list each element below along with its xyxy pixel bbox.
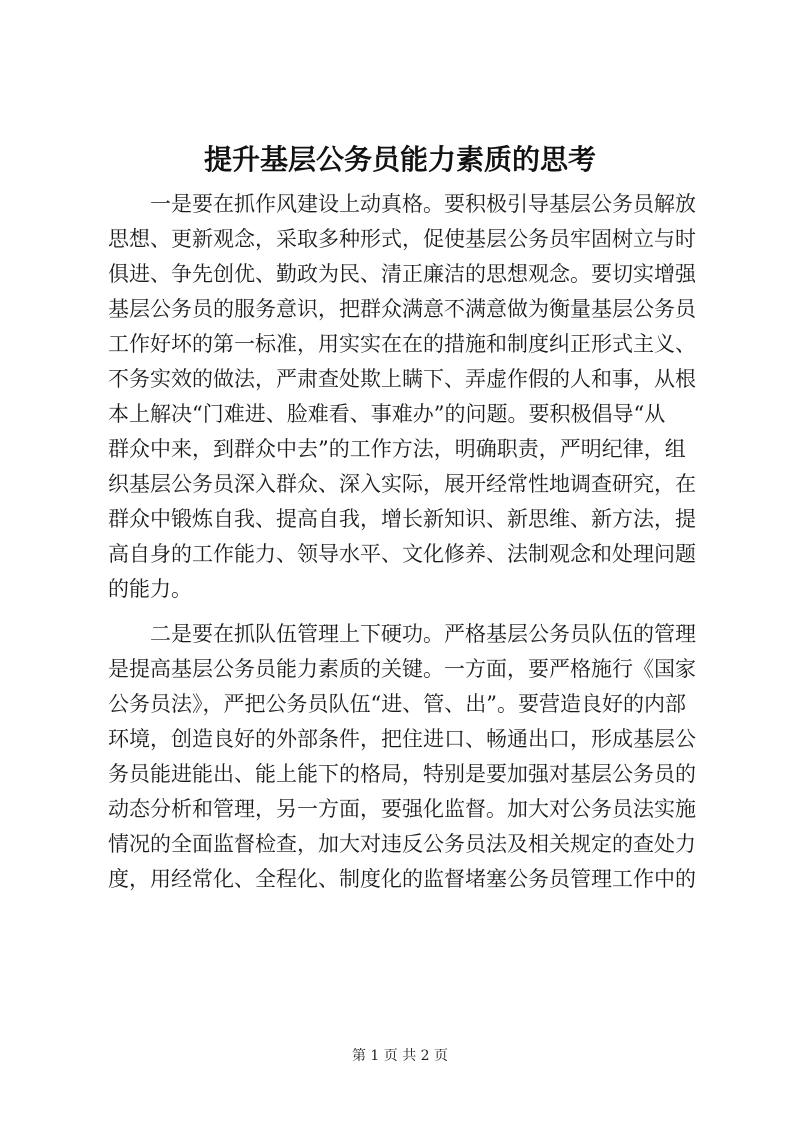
text-line: 高自身的工作能力、领导水平、文化修养、法制观念和处理问题: [108, 542, 696, 566]
text-line: 一是要在抓作风建设上动真格。要积极引导基层公务员解放: [150, 192, 696, 216]
text-line: 工作好坏的第一标准，用实实在在的措施和制度纠正形式主义、: [108, 332, 696, 356]
text-line: 是提高基层公务员能力素质的关键。一方面，要严格施行《国家: [108, 657, 696, 681]
text-line: 基层公务员的服务意识，把群众满意不满意做为衡量基层公务员: [108, 297, 696, 321]
text-line: 二是要在抓队伍管理上下硬功。严格基层公务员队伍的管理: [150, 622, 696, 646]
document-body: [108, 187, 708, 897]
text-line: 织基层公务员深入群众、深入实际，展开经常性地调查研究，在: [108, 472, 696, 496]
page-number-footer: 第 1 页 共 2 页: [351, 1048, 449, 1064]
paragraph-2: [108, 617, 708, 897]
paragraph-gap: [108, 607, 708, 617]
text-line: 环境，创造良好的外部条件，把住进口、畅通出口，形成基层公: [108, 727, 696, 751]
text-line: 公务员法》，严把公务员队伍“进、管、出”。要营造良好的内部: [108, 692, 686, 716]
text-line: 俱进、争先创优、勤政为民、清正廉洁的思想观念。要切实增强: [108, 262, 696, 286]
text-line: 不务实效的做法，严肃查处欺上瞒下、弄虚作假的人和事，从根: [108, 367, 696, 391]
text-line: 务员能进能出、能上能下的格局，特别是要加强对基层公务员的: [108, 762, 696, 786]
text-line: 的能力。: [108, 577, 192, 601]
text-line: 动态分析和管理，另一方面，要强化监督。加大对公务员法实施: [108, 797, 696, 821]
text-line: 度，用经常化、全程化、制度化的监督堵塞公务员管理工作中的: [108, 867, 696, 891]
text-line: 思想、更新观念，采取多种形式，促使基层公务员牢固树立与时: [108, 227, 696, 251]
text-line: 本上解决“门难进、脸难看、事难办”的问题。要积极倡导“从: [108, 402, 666, 426]
document-title: 提升基层公务员能力素质的思考: [203, 143, 596, 176]
text-line: 情况的全面监督检查，加大对违反公务员法及相关规定的查处力: [108, 832, 696, 856]
paragraph-1: [108, 187, 708, 607]
text-line: 群众中来，到群众中去”的工作方法，明确职责，严明纪律，组: [108, 437, 686, 461]
text-line: 群众中锻炼自我、提高自我，增长新知识、新思维、新方法，提: [108, 507, 696, 531]
